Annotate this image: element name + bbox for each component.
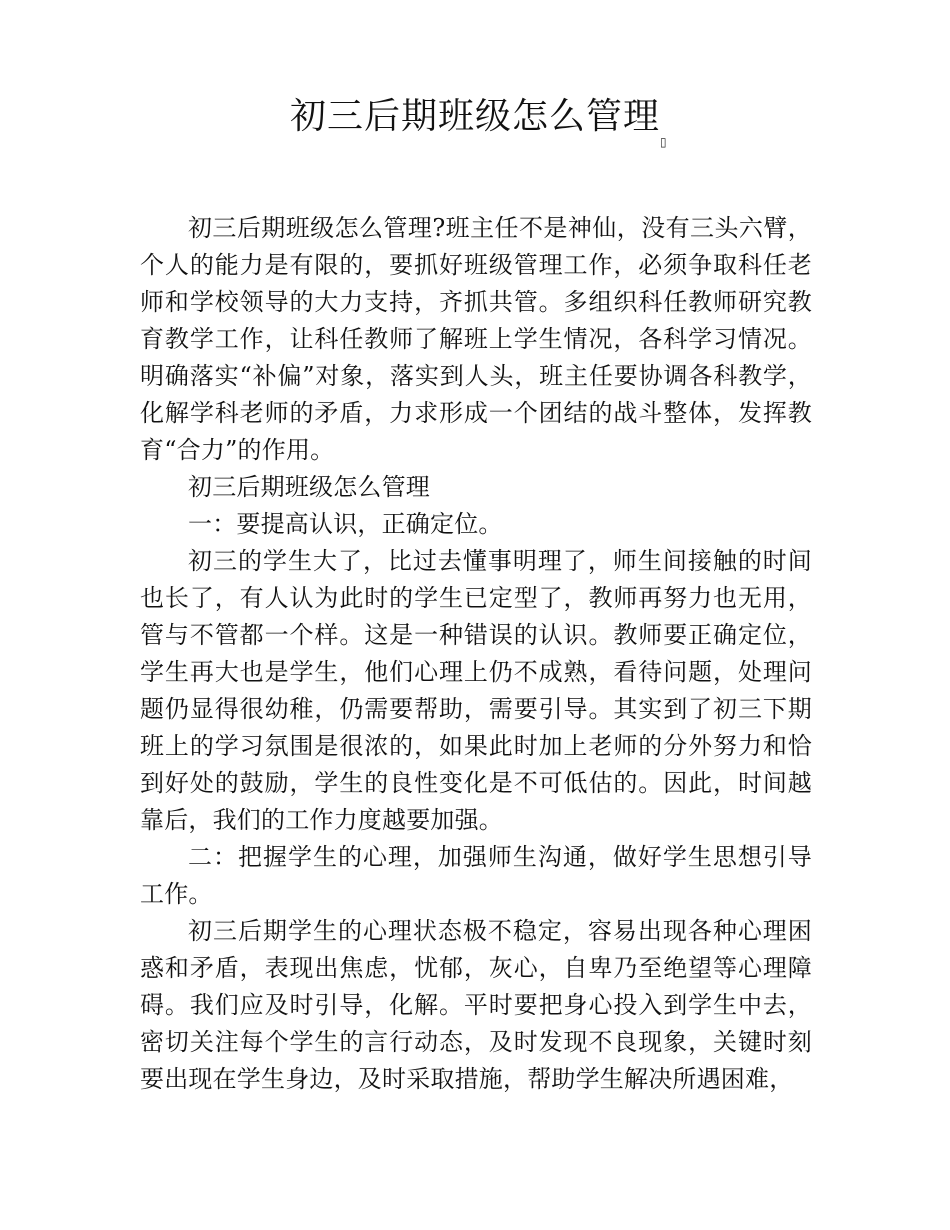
paragraph-section-two: 初三后期学生的心理状态极不稳定，容易出现各种心理困惑和矛盾，表现出焦虑，忧郁，灰心，自卑乃至绝望等心理障碍。我们应及时引导，化解。平时要把身心投入到学生中去，密切关注每个学生的言行动态，及时发现不良现象，关键时刻要出现在学生身边，及时采取措施，帮助学生解决所遇困难， (140, 917, 812, 1093)
paragraph-subheading: 初三后期班级怎么管理 (188, 473, 430, 501)
title-marker-glyph: ▯ (660, 135, 667, 149)
paragraph-section-one: 初三的学生大了，比过去懂事明理了，师生间接触的时间也长了，有人认为此时的学生已定型了，教师再努力也无用，管与不管都一个样。这是一种错误的认识。教师要正确定位，学生再大也是学生，他们心理上仍不成熟，看待问题，处理问题仍显得很幼稚，仍需要帮助，需要引导。其实到了初三下期班上的学习氛围是很浓的，如果此时加上老师的分外努力和恰到好处的鼓励，学生的良性变化是不可低估的。因此，时间越靠后，我们的工作力度越要加强。 (140, 547, 812, 834)
paragraph-intro: 初三后期班级怎么管理?班主任不是神仙，没有三头六臂，个人的能力是有限的，要抓好班级管理工作，必须争取科任老师和学校领导的大力支持，齐抓共管。多组织科任教师研究教育教学工作，让科任教师了解班上学生情况，各科学习情况。明确落实“补偏”对象，落实到人头，班主任要协调各科教学，化解学科老师的矛盾，力求形成一个团结的战斗整体，发挥教育“合力”的作用。 (140, 214, 812, 464)
section-heading-one: 一：要提高认识，正确定位。 (188, 510, 503, 538)
document-body (140, 210, 812, 1098)
section-heading-two: 二：把握学生的心理，加强师生沟通，做好学生思想引导工作。 (140, 843, 812, 908)
document-title: 初三后期班级怎么管理 (289, 96, 660, 137)
